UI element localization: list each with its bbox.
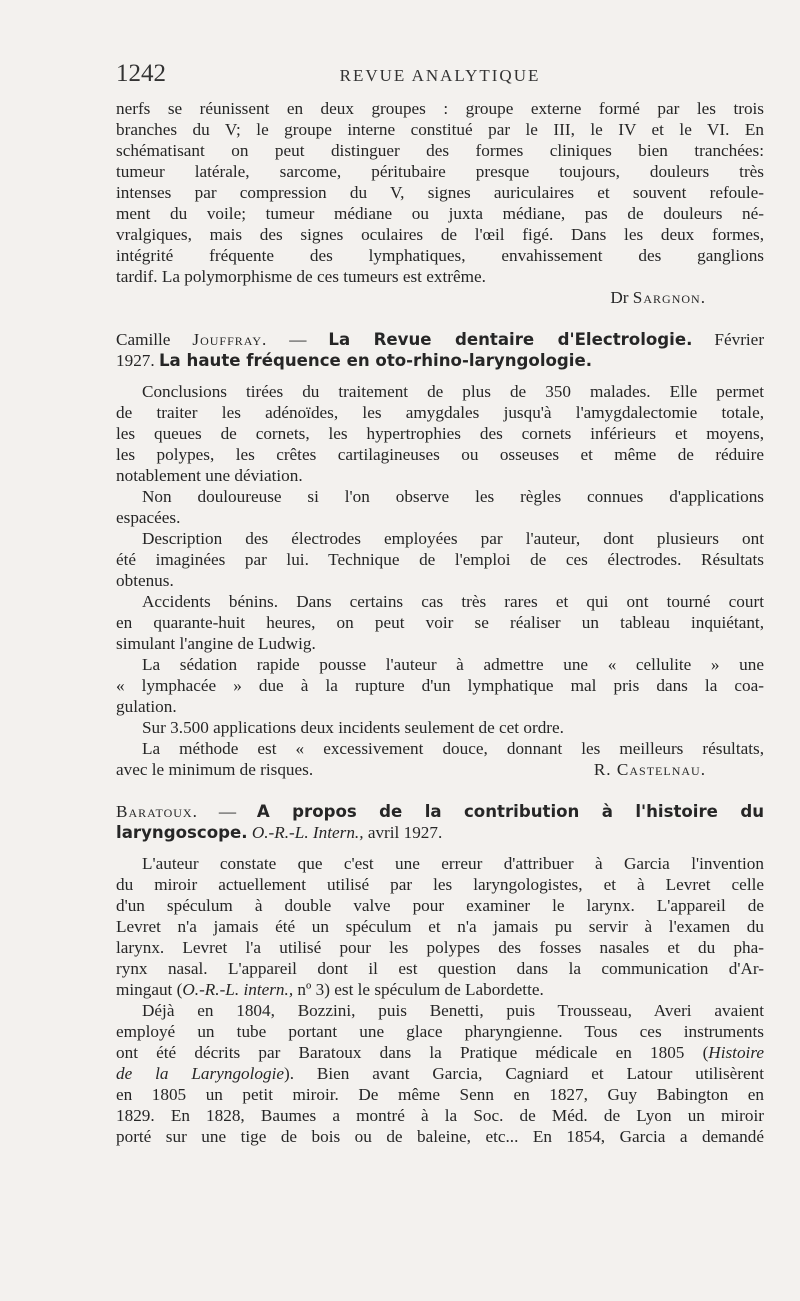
- text-line: La méthode est « excessivement douce, donnant les meilleurs résultats,: [142, 739, 764, 758]
- citation-line-2: [116, 822, 764, 843]
- citation-line-1: [116, 329, 764, 350]
- book-title-continued: de la Laryngologie: [116, 1064, 284, 1083]
- dash: —: [218, 802, 236, 821]
- paragraph: [116, 717, 764, 738]
- review-sargnon: [116, 98, 764, 308]
- text-fragment: avec le minimum de risques.: [116, 760, 314, 779]
- text-line: espacées.: [116, 508, 181, 527]
- review-jouffray: [116, 329, 764, 780]
- dash: —: [289, 330, 307, 349]
- citation-line-1: [116, 801, 764, 822]
- text-line: [116, 1063, 764, 1084]
- paragraph: [116, 591, 764, 654]
- text-line: de traiter les adénoïdes, les amygdales jusqu'à l'amygdalectomie totale,: [116, 403, 764, 422]
- book-title: Histoire: [708, 1043, 764, 1062]
- text-line: vralgiques, mais des signes oculaires de l'œil figé. Dans les deux formes,: [116, 225, 764, 244]
- running-title: REVUE ANALYTIQUE: [339, 66, 541, 85]
- paragraph: [116, 528, 764, 591]
- text-line: tumeur latérale, sarcome, péritubaire presque toujours, douleurs très: [116, 162, 764, 181]
- text-line: [116, 1042, 764, 1063]
- text-line: Conclusions tirées du traitement de plus de 350 malades. Elle permet: [142, 382, 764, 401]
- text-line: nerfs se réunissent en deux groupes : groupe externe formé par les trois: [116, 99, 764, 118]
- text-line: [116, 979, 764, 1000]
- text-line: obtenus.: [116, 571, 174, 590]
- text-line: intenses par compression du V, signes auriculaires et souvent refoule-: [116, 183, 764, 202]
- text-fragment: ). Bien avant Garcia, Cagniard et Latour utilisèrent: [284, 1064, 764, 1083]
- signature: [116, 287, 764, 308]
- text-line: gulation.: [116, 697, 177, 716]
- text-line: Non douloureuse si l'on observe les règles connues d'applications: [142, 487, 764, 506]
- text-line-with-signature: [116, 759, 764, 780]
- article-title: La haute fréquence en oto-rhino-laryngologie.: [158, 351, 593, 370]
- text-fragment: nº 3) est le spéculum de Labordette.: [293, 980, 544, 999]
- text-line: branches du V; le groupe interne constitué par le III, le IV et le VI. En: [116, 120, 764, 139]
- text-line: employé un tube portant une glace pharyngienne. Tous ces instruments: [116, 1022, 764, 1041]
- text-line: les polypes, les crêtes cartilagineuses ou osseuses et même de réduire: [116, 445, 764, 464]
- paragraph: [116, 486, 764, 528]
- paragraph: [116, 381, 764, 486]
- text-line: simulant l'angine de Ludwig.: [116, 634, 316, 653]
- text-line: « lymphacée » due à la rupture d'un lymphatique mal pris dans la coa-: [116, 676, 764, 695]
- text-line: notablement une déviation.: [116, 466, 303, 485]
- text-line: du miroir actuellement utilisé par les laryngologistes, et à Levret celle: [116, 875, 764, 894]
- text-line: Description des électrodes employées par l'auteur, dont plusieurs ont: [142, 529, 764, 548]
- paragraph: [116, 738, 764, 780]
- text-line: Levret n'a jamais été un spéculum et n'a jamais pu servir à l'examen du: [116, 917, 764, 936]
- signature-name: Sargnon.: [632, 288, 706, 307]
- text-line: les queues de cornets, les hypertrophies des cornets inférieurs et moyens,: [116, 424, 764, 443]
- text-line: ment du voile; tumeur médiane ou juxta médiane, pas de douleurs né-: [116, 204, 764, 223]
- text-line: 1829. En 1828, Baumes a montré à la Soc. de Méd. de Lyon un miroir: [116, 1106, 764, 1125]
- journal-title: La Revue dentaire d'Electrologie.: [328, 330, 693, 349]
- text-line: été imaginées par lui. Technique de l'emploi de ces électrodes. Résultats: [116, 550, 764, 569]
- journal-ref: O.-R.-L. intern.,: [182, 980, 294, 999]
- paragraph: [116, 654, 764, 717]
- author-last: Jouffray.: [192, 330, 268, 349]
- text-line: schématisant on peut distinguer des formes cliniques bien tranchées:: [116, 141, 764, 160]
- text-line: Accidents bénins. Dans certains cas très rares et qui ont tourné court: [142, 592, 764, 611]
- journal-title: O.-R.-L. Intern.,: [251, 823, 364, 842]
- author-first: Camille: [116, 330, 171, 349]
- citation-date: avril 1927.: [367, 823, 443, 842]
- author: Baratoux.: [116, 802, 198, 821]
- text-line: rynx nasal. L'appareil dont il est question dans la communication d'Ar-: [116, 959, 764, 978]
- signature: R. Castelnau.: [593, 760, 706, 779]
- paragraph: [116, 1000, 764, 1147]
- paragraph: [116, 853, 764, 1000]
- citation-date: Février: [714, 330, 765, 349]
- text-line: La sédation rapide pousse l'auteur à admettre une « cellulite » une: [142, 655, 764, 674]
- page-body: [116, 98, 764, 1147]
- citation-line-2: [116, 350, 764, 371]
- text-line: intégrité fréquente des lymphatiques, envahissement des ganglions: [116, 246, 764, 265]
- citation-year: 1927.: [116, 351, 155, 370]
- running-header: [116, 60, 764, 90]
- text-line: tardif. La polymorphisme de ces tumeurs est extrême.: [116, 267, 486, 286]
- text-line: en quarante-huit heures, on peut voir se réaliser un tableau inquiétant,: [116, 613, 764, 632]
- text-fragment: ont été décrits par Baratoux dans la Pratique médicale en 1805 (: [116, 1043, 709, 1062]
- signature-title: Dr: [610, 288, 629, 307]
- article-title-continued: laryngoscope.: [116, 823, 248, 842]
- text-fragment: mingaut (: [116, 980, 183, 999]
- text-line: en 1805 un petit miroir. De même Senn en 1827, Guy Babington en: [116, 1085, 764, 1104]
- text-line: Sur 3.500 applications deux incidents seulement de cet ordre.: [142, 718, 564, 737]
- text-line: Déjà en 1804, Bozzini, puis Benetti, puis Trousseau, Averi avaient: [142, 1001, 764, 1020]
- page-number: 1242: [116, 60, 166, 87]
- text-line: larynx. Levret l'a utilisé pour les polypes des fosses nasales et du pha-: [116, 938, 764, 957]
- review-baratoux: [116, 801, 764, 1147]
- text-line: d'un spéculum à double valve pour examiner le larynx. L'appareil de: [116, 896, 764, 915]
- article-title: A propos de la contribution à l'histoire du: [256, 802, 765, 821]
- text-line: L'auteur constate que c'est une erreur d'attribuer à Garcia l'invention: [142, 854, 764, 873]
- text-line: porté sur une tige de bois ou de baleine, etc... En 1854, Garcia a demandé: [116, 1127, 764, 1146]
